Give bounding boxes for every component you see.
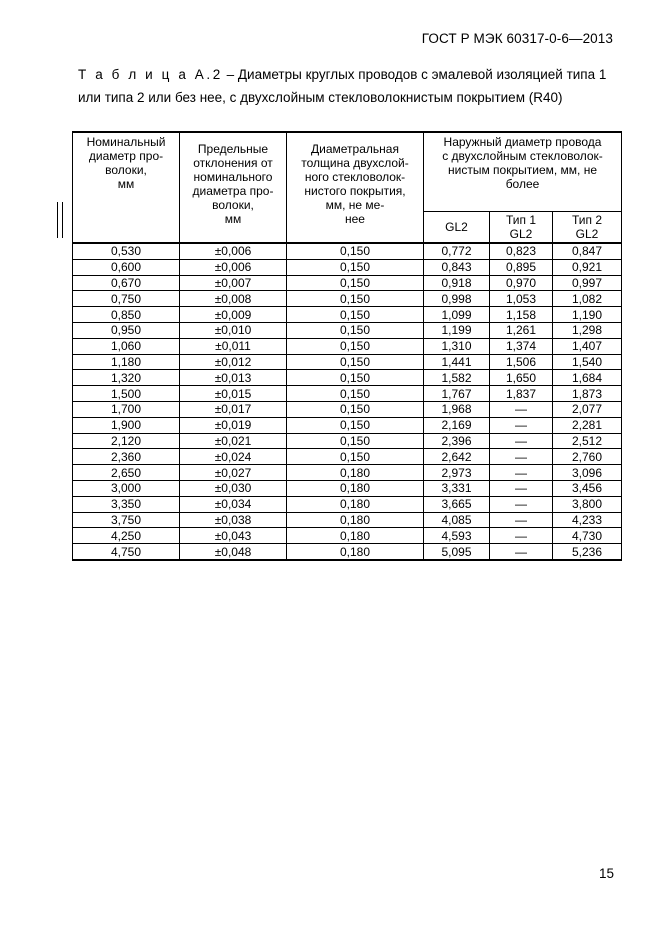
table-cell: 4,750 <box>73 544 180 560</box>
table-cell: 0,150 <box>287 401 424 417</box>
table-cell: 1,060 <box>73 338 180 354</box>
header-type2-gl2: Тип 2 GL2 <box>553 212 622 244</box>
table-cell: 0,843 <box>424 259 490 275</box>
table-cell: 1,407 <box>553 338 622 354</box>
table-cell: 0,150 <box>287 291 424 307</box>
table-cell: 2,650 <box>73 465 180 481</box>
table-cell: — <box>490 449 553 465</box>
table-cell: 3,000 <box>73 480 180 496</box>
table-cell: 0,150 <box>287 338 424 354</box>
table-cell: 0,150 <box>287 417 424 433</box>
table-cell: 2,396 <box>424 433 490 449</box>
table-cell: 0,150 <box>287 370 424 386</box>
table-cell: 1,180 <box>73 354 180 370</box>
table-cell: — <box>490 544 553 560</box>
header-coating-thickness: Диаметральная толщина двухслой- ного стекловолок- нистого покрытия, мм, не ме- нее <box>287 132 424 243</box>
table-cell: 0,150 <box>287 354 424 370</box>
table-cell: ±0,012 <box>180 354 287 370</box>
header-tolerance: Предельные отклонения от номинального диаметра про- волоки, мм <box>180 132 287 243</box>
table-row <box>73 544 622 560</box>
table-cell: 1,968 <box>424 401 490 417</box>
table-cell: 3,331 <box>424 480 490 496</box>
table-cell: — <box>490 480 553 496</box>
table-cell: — <box>490 401 553 417</box>
table-cell: 0,970 <box>490 275 553 291</box>
table-cell: 1,700 <box>73 401 180 417</box>
table-row <box>73 386 622 402</box>
table-body <box>73 243 622 560</box>
table-row <box>73 307 622 323</box>
table-cell: ±0,006 <box>180 259 287 275</box>
header-type1-gl2: Тип 1 GL2 <box>490 212 553 244</box>
table-cell: 1,767 <box>424 386 490 402</box>
table-cell: 3,800 <box>553 496 622 512</box>
table-cell: 0,850 <box>73 307 180 323</box>
table-cell: 0,150 <box>287 449 424 465</box>
table-cell: 0,750 <box>73 291 180 307</box>
table-cell: 4,730 <box>553 528 622 544</box>
table-cell: 1,261 <box>490 322 553 338</box>
table-cell: — <box>490 417 553 433</box>
table-cell: 5,236 <box>553 544 622 560</box>
table-cell: 2,512 <box>553 433 622 449</box>
table-cell: 0,150 <box>287 322 424 338</box>
table-cell: 1,298 <box>553 322 622 338</box>
table-cell: 0,180 <box>287 480 424 496</box>
table-caption-label: Т а б л и ц а А.2 <box>78 67 223 82</box>
table-cell: — <box>490 512 553 528</box>
table-cell: ±0,043 <box>180 528 287 544</box>
table-cell: 3,750 <box>73 512 180 528</box>
table-row <box>73 322 622 338</box>
table-cell: 1,199 <box>424 322 490 338</box>
table-cell: 0,150 <box>287 275 424 291</box>
table-cell: 0,600 <box>73 259 180 275</box>
table-row <box>73 338 622 354</box>
table-cell: 0,823 <box>490 243 553 259</box>
table-cell: 3,350 <box>73 496 180 512</box>
table-cell: 0,150 <box>287 433 424 449</box>
table-cell: 0,150 <box>287 386 424 402</box>
table-cell: 2,169 <box>424 417 490 433</box>
table-cell: 1,441 <box>424 354 490 370</box>
table-cell: — <box>490 433 553 449</box>
table-cell: ±0,021 <box>180 433 287 449</box>
table-cell: ±0,024 <box>180 449 287 465</box>
table-cell: — <box>490 528 553 544</box>
table-cell: 0,670 <box>73 275 180 291</box>
table-cell: 0,180 <box>287 496 424 512</box>
table-cell: 2,760 <box>553 449 622 465</box>
table-row <box>73 512 622 528</box>
page-number: 15 <box>598 866 614 881</box>
table-cell: 0,150 <box>287 307 424 323</box>
wire-diameter-table <box>72 131 622 561</box>
table-cell: 1,837 <box>490 386 553 402</box>
table-cell: ±0,019 <box>180 417 287 433</box>
table-cell: 2,281 <box>553 417 622 433</box>
table-cell: — <box>490 496 553 512</box>
table-cell: 3,096 <box>553 465 622 481</box>
header-gl2: GL2 <box>424 212 490 244</box>
table-cell: 1,053 <box>490 291 553 307</box>
table-cell: 3,456 <box>553 480 622 496</box>
table-cell: 0,772 <box>424 243 490 259</box>
table-cell: ±0,013 <box>180 370 287 386</box>
table-row <box>73 528 622 544</box>
table-cell: 2,120 <box>73 433 180 449</box>
table-cell: 0,150 <box>287 243 424 259</box>
table-cell: 2,360 <box>73 449 180 465</box>
table-row <box>73 417 622 433</box>
table-row <box>73 465 622 481</box>
header-nominal-diameter: Номинальный диаметр про- волоки, мм <box>73 132 180 243</box>
table-cell: ±0,038 <box>180 512 287 528</box>
table-row <box>73 449 622 465</box>
table-cell: 1,099 <box>424 307 490 323</box>
table-row <box>73 243 622 259</box>
table-row <box>73 259 622 275</box>
table-caption-text: – Диаметры круглых проводов с эмалевой изоляцией типа 1 или типа 2 или без нее, с двухслойным стекловолокнистым покрытием (R40) <box>78 67 607 105</box>
table-cell: 0,895 <box>490 259 553 275</box>
table-cell: 1,320 <box>73 370 180 386</box>
table-cell: ±0,008 <box>180 291 287 307</box>
table-cell: 1,582 <box>424 370 490 386</box>
table-cell: 0,530 <box>73 243 180 259</box>
table-row <box>73 496 622 512</box>
table-cell: 0,950 <box>73 322 180 338</box>
table-cell: ±0,027 <box>180 465 287 481</box>
table-cell: ±0,006 <box>180 243 287 259</box>
table-row <box>73 480 622 496</box>
table-cell: 0,180 <box>287 544 424 560</box>
table-row <box>73 275 622 291</box>
table-cell: 4,593 <box>424 528 490 544</box>
table-cell: 0,997 <box>553 275 622 291</box>
table-cell: ±0,048 <box>180 544 287 560</box>
table-cell: 1,158 <box>490 307 553 323</box>
table-cell: 2,973 <box>424 465 490 481</box>
table-cell: 1,540 <box>553 354 622 370</box>
table-cell: 1,506 <box>490 354 553 370</box>
table-cell: 0,998 <box>424 291 490 307</box>
table-cell: 1,684 <box>553 370 622 386</box>
table-cell: 2,642 <box>424 449 490 465</box>
table-cell: 0,150 <box>287 259 424 275</box>
table-cell: 4,250 <box>73 528 180 544</box>
table-cell: ±0,007 <box>180 275 287 291</box>
standard-designation: ГОСТ Р МЭК 60317-0-6—2013 <box>421 31 613 46</box>
table-cell: 1,500 <box>73 386 180 402</box>
table-cell: ±0,009 <box>180 307 287 323</box>
table-cell: 4,085 <box>424 512 490 528</box>
table-row <box>73 370 622 386</box>
table-cell: 3,665 <box>424 496 490 512</box>
table-cell: 4,233 <box>553 512 622 528</box>
table-cell: 0,847 <box>553 243 622 259</box>
table-cell: 5,095 <box>424 544 490 560</box>
table-cell: ±0,015 <box>180 386 287 402</box>
table-cell: 0,180 <box>287 512 424 528</box>
table-caption <box>78 63 623 109</box>
table-cell: 1,374 <box>490 338 553 354</box>
table-cell: 0,918 <box>424 275 490 291</box>
table-cell: ±0,017 <box>180 401 287 417</box>
table-cell: — <box>490 465 553 481</box>
table-row <box>73 291 622 307</box>
table-cell: 0,180 <box>287 465 424 481</box>
table-cell: ±0,011 <box>180 338 287 354</box>
table-cell: 1,900 <box>73 417 180 433</box>
table-row <box>73 433 622 449</box>
table-cell: ±0,034 <box>180 496 287 512</box>
header-outer-diameter: Наружный диаметр провода с двухслойным стекловолок- нистым покрытием, мм, не более <box>424 132 622 212</box>
table-cell: 1,310 <box>424 338 490 354</box>
table-cell: ±0,010 <box>180 322 287 338</box>
table-cell: 1,082 <box>553 291 622 307</box>
table-cell: 1,873 <box>553 386 622 402</box>
table-row <box>73 401 622 417</box>
table-row <box>73 354 622 370</box>
table-cell: ±0,030 <box>180 480 287 496</box>
table-cell: 2,077 <box>553 401 622 417</box>
table-cell: 0,180 <box>287 528 424 544</box>
table-cell: 1,190 <box>553 307 622 323</box>
table-cell: 0,921 <box>553 259 622 275</box>
change-margin-marks <box>56 202 66 238</box>
table-cell: 1,650 <box>490 370 553 386</box>
